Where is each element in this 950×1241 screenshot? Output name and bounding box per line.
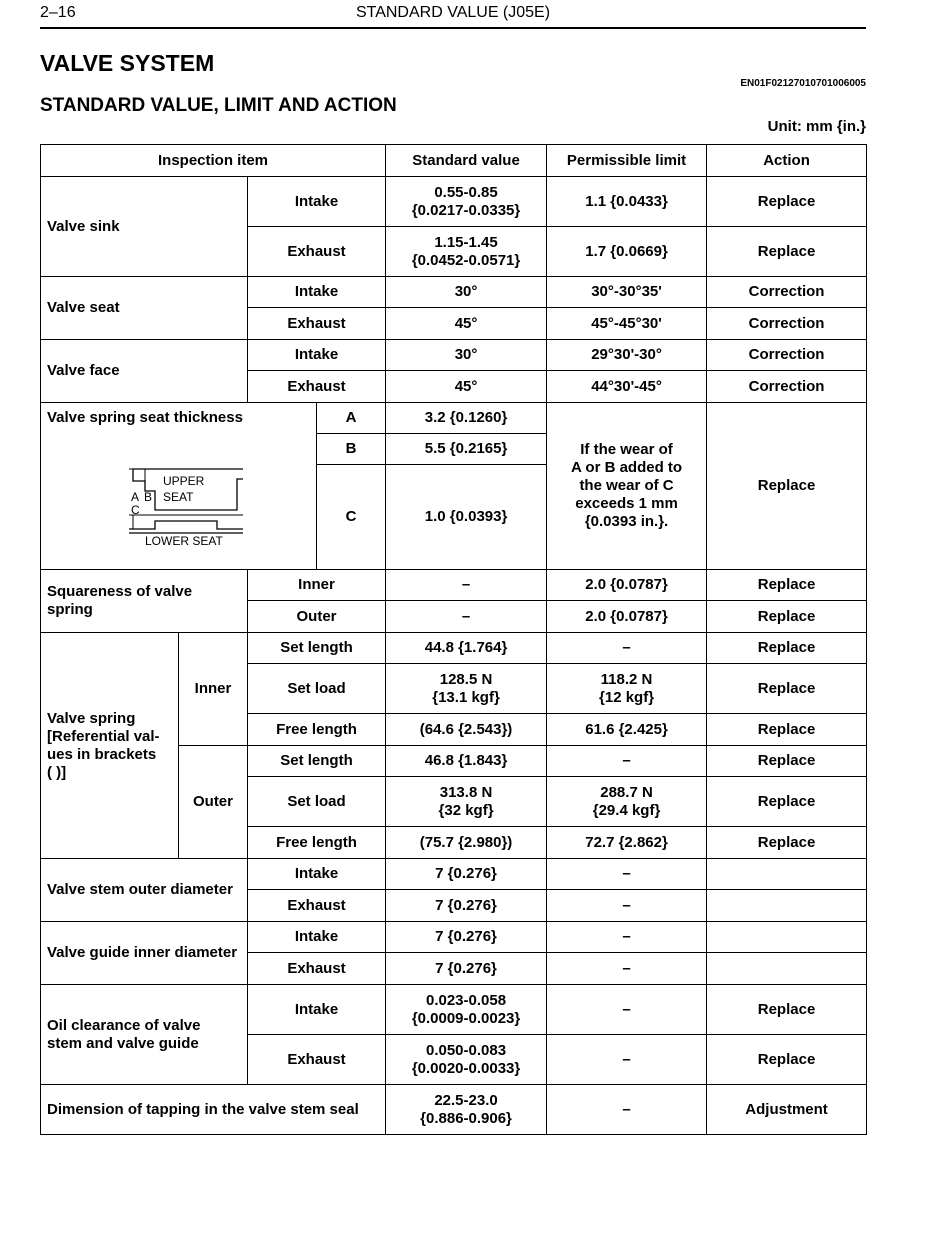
- diagram-label-b: B: [144, 490, 153, 504]
- standard-value: 0.023-0.058 {0.0009-0.0023}: [386, 985, 547, 1035]
- sub-item: Free length: [248, 827, 386, 859]
- col-header-standard: Standard value: [386, 145, 547, 177]
- action: Replace: [707, 714, 867, 746]
- table-row: [41, 570, 867, 601]
- permissible-limit: 45°-45°30': [547, 308, 707, 340]
- standard-value-table: [40, 144, 867, 1135]
- item-label: Valve face: [41, 340, 248, 403]
- item-label: Dimension of tapping in the valve stem seal: [41, 1085, 386, 1135]
- action: Replace: [707, 601, 867, 633]
- standard-value: –: [386, 570, 547, 601]
- permissible-limit: 1.1 {0.0433}: [547, 177, 707, 227]
- permissible-limit: –: [547, 859, 707, 890]
- standard-value: 1.15-1.45 {0.0452-0.0571}: [386, 227, 547, 277]
- action: Replace: [707, 403, 867, 570]
- sub-item: Exhaust: [248, 953, 386, 985]
- standard-value: 5.5 {0.2165}: [386, 434, 547, 465]
- sub-item: Intake: [248, 859, 386, 890]
- permissible-limit: –: [547, 1085, 707, 1135]
- diagram-label-c: C: [131, 503, 140, 517]
- col-header-action: Action: [707, 145, 867, 177]
- permissible-limit: –: [547, 633, 707, 664]
- standard-value: –: [386, 601, 547, 633]
- permissible-limit: 72.7 {2.862}: [547, 827, 707, 859]
- sub-item: Intake: [248, 177, 386, 227]
- spring-seat-label: Valve spring seat thickness: [47, 409, 243, 426]
- section-title: VALVE SYSTEM: [40, 50, 215, 76]
- table-row: [41, 177, 867, 227]
- permissible-limit: 1.7 {0.0669}: [547, 227, 707, 277]
- permissible-limit: –: [547, 746, 707, 777]
- standard-value: 30°: [386, 277, 547, 308]
- standard-value: 7 {0.276}: [386, 859, 547, 890]
- standard-value: 22.5-23.0 {0.886-0.906}: [386, 1085, 547, 1135]
- permissible-limit: If the wear of A or B added to the wear of C exceeds 1 mm {0.0393 in.}.: [547, 403, 707, 570]
- permissible-limit: 29°30'-30°: [547, 340, 707, 371]
- standard-value: 45°: [386, 308, 547, 340]
- action: Correction: [707, 308, 867, 340]
- sub-item: Set length: [248, 633, 386, 664]
- permissible-limit: –: [547, 953, 707, 985]
- item-label: Valve stem outer diameter: [41, 859, 248, 922]
- action: Replace: [707, 633, 867, 664]
- sub-item: Exhaust: [248, 308, 386, 340]
- running-header: STANDARD VALUE (J05E): [355, 4, 551, 21]
- sub-group: Inner: [179, 633, 248, 746]
- standard-value: 7 {0.276}: [386, 922, 547, 953]
- item-label: Valve spring [Referential val- ues in brackets ( )]: [41, 633, 179, 859]
- spring-seat-diagram: [117, 467, 243, 547]
- action: Replace: [707, 827, 867, 859]
- unit-note: Unit: mm {in.}: [767, 118, 866, 135]
- sub-item: Free length: [248, 714, 386, 746]
- table-row: [41, 277, 867, 308]
- table-row: [41, 859, 867, 890]
- sub-item: Exhaust: [248, 371, 386, 403]
- standard-value: 313.8 N {32 kgf}: [386, 777, 547, 827]
- action: Replace: [707, 570, 867, 601]
- action: Replace: [707, 227, 867, 277]
- standard-value: (75.7 {2.980}): [386, 827, 547, 859]
- action: Replace: [707, 777, 867, 827]
- standard-value: 3.2 {0.1260}: [386, 403, 547, 434]
- sub-item: Outer: [248, 601, 386, 633]
- permissible-limit: –: [547, 985, 707, 1035]
- sub-item: Intake: [248, 340, 386, 371]
- sub-item: Intake: [248, 922, 386, 953]
- permissible-limit: –: [547, 1035, 707, 1085]
- permissible-limit: 2.0 {0.0787}: [547, 601, 707, 633]
- sub-item: Intake: [248, 985, 386, 1035]
- action: Adjustment: [707, 1085, 867, 1135]
- standard-value: 30°: [386, 340, 547, 371]
- table-row: [41, 985, 867, 1035]
- permissible-limit: –: [547, 922, 707, 953]
- action: [707, 890, 867, 922]
- permissible-limit: 30°-30°35': [547, 277, 707, 308]
- table-row: [41, 633, 867, 664]
- table-row: [41, 340, 867, 371]
- action: Replace: [707, 664, 867, 714]
- standard-value: 7 {0.276}: [386, 953, 547, 985]
- action: Replace: [707, 985, 867, 1035]
- action: [707, 859, 867, 890]
- sub-item: C: [317, 465, 386, 570]
- col-header-limit: Permissible limit: [547, 145, 707, 177]
- action: Replace: [707, 1035, 867, 1085]
- item-label: Valve sink: [41, 177, 248, 277]
- standard-value: 44.8 {1.764}: [386, 633, 547, 664]
- diagram-label-a: A: [131, 490, 140, 504]
- sub-item: Exhaust: [248, 1035, 386, 1085]
- action: [707, 922, 867, 953]
- action: Replace: [707, 746, 867, 777]
- permissible-limit: 44°30'-45°: [547, 371, 707, 403]
- item-label: [41, 403, 317, 570]
- table-row: [41, 1085, 867, 1135]
- sub-group: Outer: [179, 746, 248, 859]
- sub-item: Inner: [248, 570, 386, 601]
- table-row: [41, 403, 867, 434]
- sub-item: Exhaust: [248, 890, 386, 922]
- action: Correction: [707, 340, 867, 371]
- sub-item: Exhaust: [248, 227, 386, 277]
- standard-value: (64.6 {2.543}): [386, 714, 547, 746]
- permissible-limit: 288.7 N {29.4 kgf}: [547, 777, 707, 827]
- sub-item: B: [317, 434, 386, 465]
- sub-item: Set load: [248, 777, 386, 827]
- item-label: Squareness of valve spring: [41, 570, 248, 633]
- action: Replace: [707, 177, 867, 227]
- permissible-limit: 61.6 {2.425}: [547, 714, 707, 746]
- permissible-limit: 118.2 N {12 kgf}: [547, 664, 707, 714]
- page-number: 2–16: [40, 4, 76, 21]
- standard-value: 0.050-0.083 {0.0020-0.0033}: [386, 1035, 547, 1085]
- action: [707, 953, 867, 985]
- item-label: Valve guide inner diameter: [41, 922, 248, 985]
- standard-value: 0.55-0.85 {0.0217-0.0335}: [386, 177, 547, 227]
- permissible-limit: 2.0 {0.0787}: [547, 570, 707, 601]
- standard-value: 45°: [386, 371, 547, 403]
- standard-value: 46.8 {1.843}: [386, 746, 547, 777]
- diagram-label-seat: SEAT: [163, 490, 194, 504]
- action: Correction: [707, 371, 867, 403]
- sub-item: Intake: [248, 277, 386, 308]
- standard-value: 128.5 N {13.1 kgf}: [386, 664, 547, 714]
- col-header-item: Inspection item: [41, 145, 386, 177]
- item-label: Valve seat: [41, 277, 248, 340]
- document-code: EN01F02127010701006005: [740, 78, 866, 89]
- header-row: [41, 145, 867, 177]
- diagram-label-upper: UPPER: [163, 474, 205, 488]
- standard-value: 1.0 {0.0393}: [386, 465, 547, 570]
- page-subtitle: STANDARD VALUE, LIMIT AND ACTION: [40, 95, 397, 116]
- item-label: Oil clearance of valve stem and valve guide: [41, 985, 248, 1085]
- diagram-label-lower-seat: LOWER SEAT: [145, 534, 223, 547]
- permissible-limit: –: [547, 890, 707, 922]
- standard-value: 7 {0.276}: [386, 890, 547, 922]
- action: Correction: [707, 277, 867, 308]
- table-row: [41, 922, 867, 953]
- sub-item: Set load: [248, 664, 386, 714]
- header-rule: [40, 27, 866, 29]
- sub-item: A: [317, 403, 386, 434]
- sub-item: Set length: [248, 746, 386, 777]
